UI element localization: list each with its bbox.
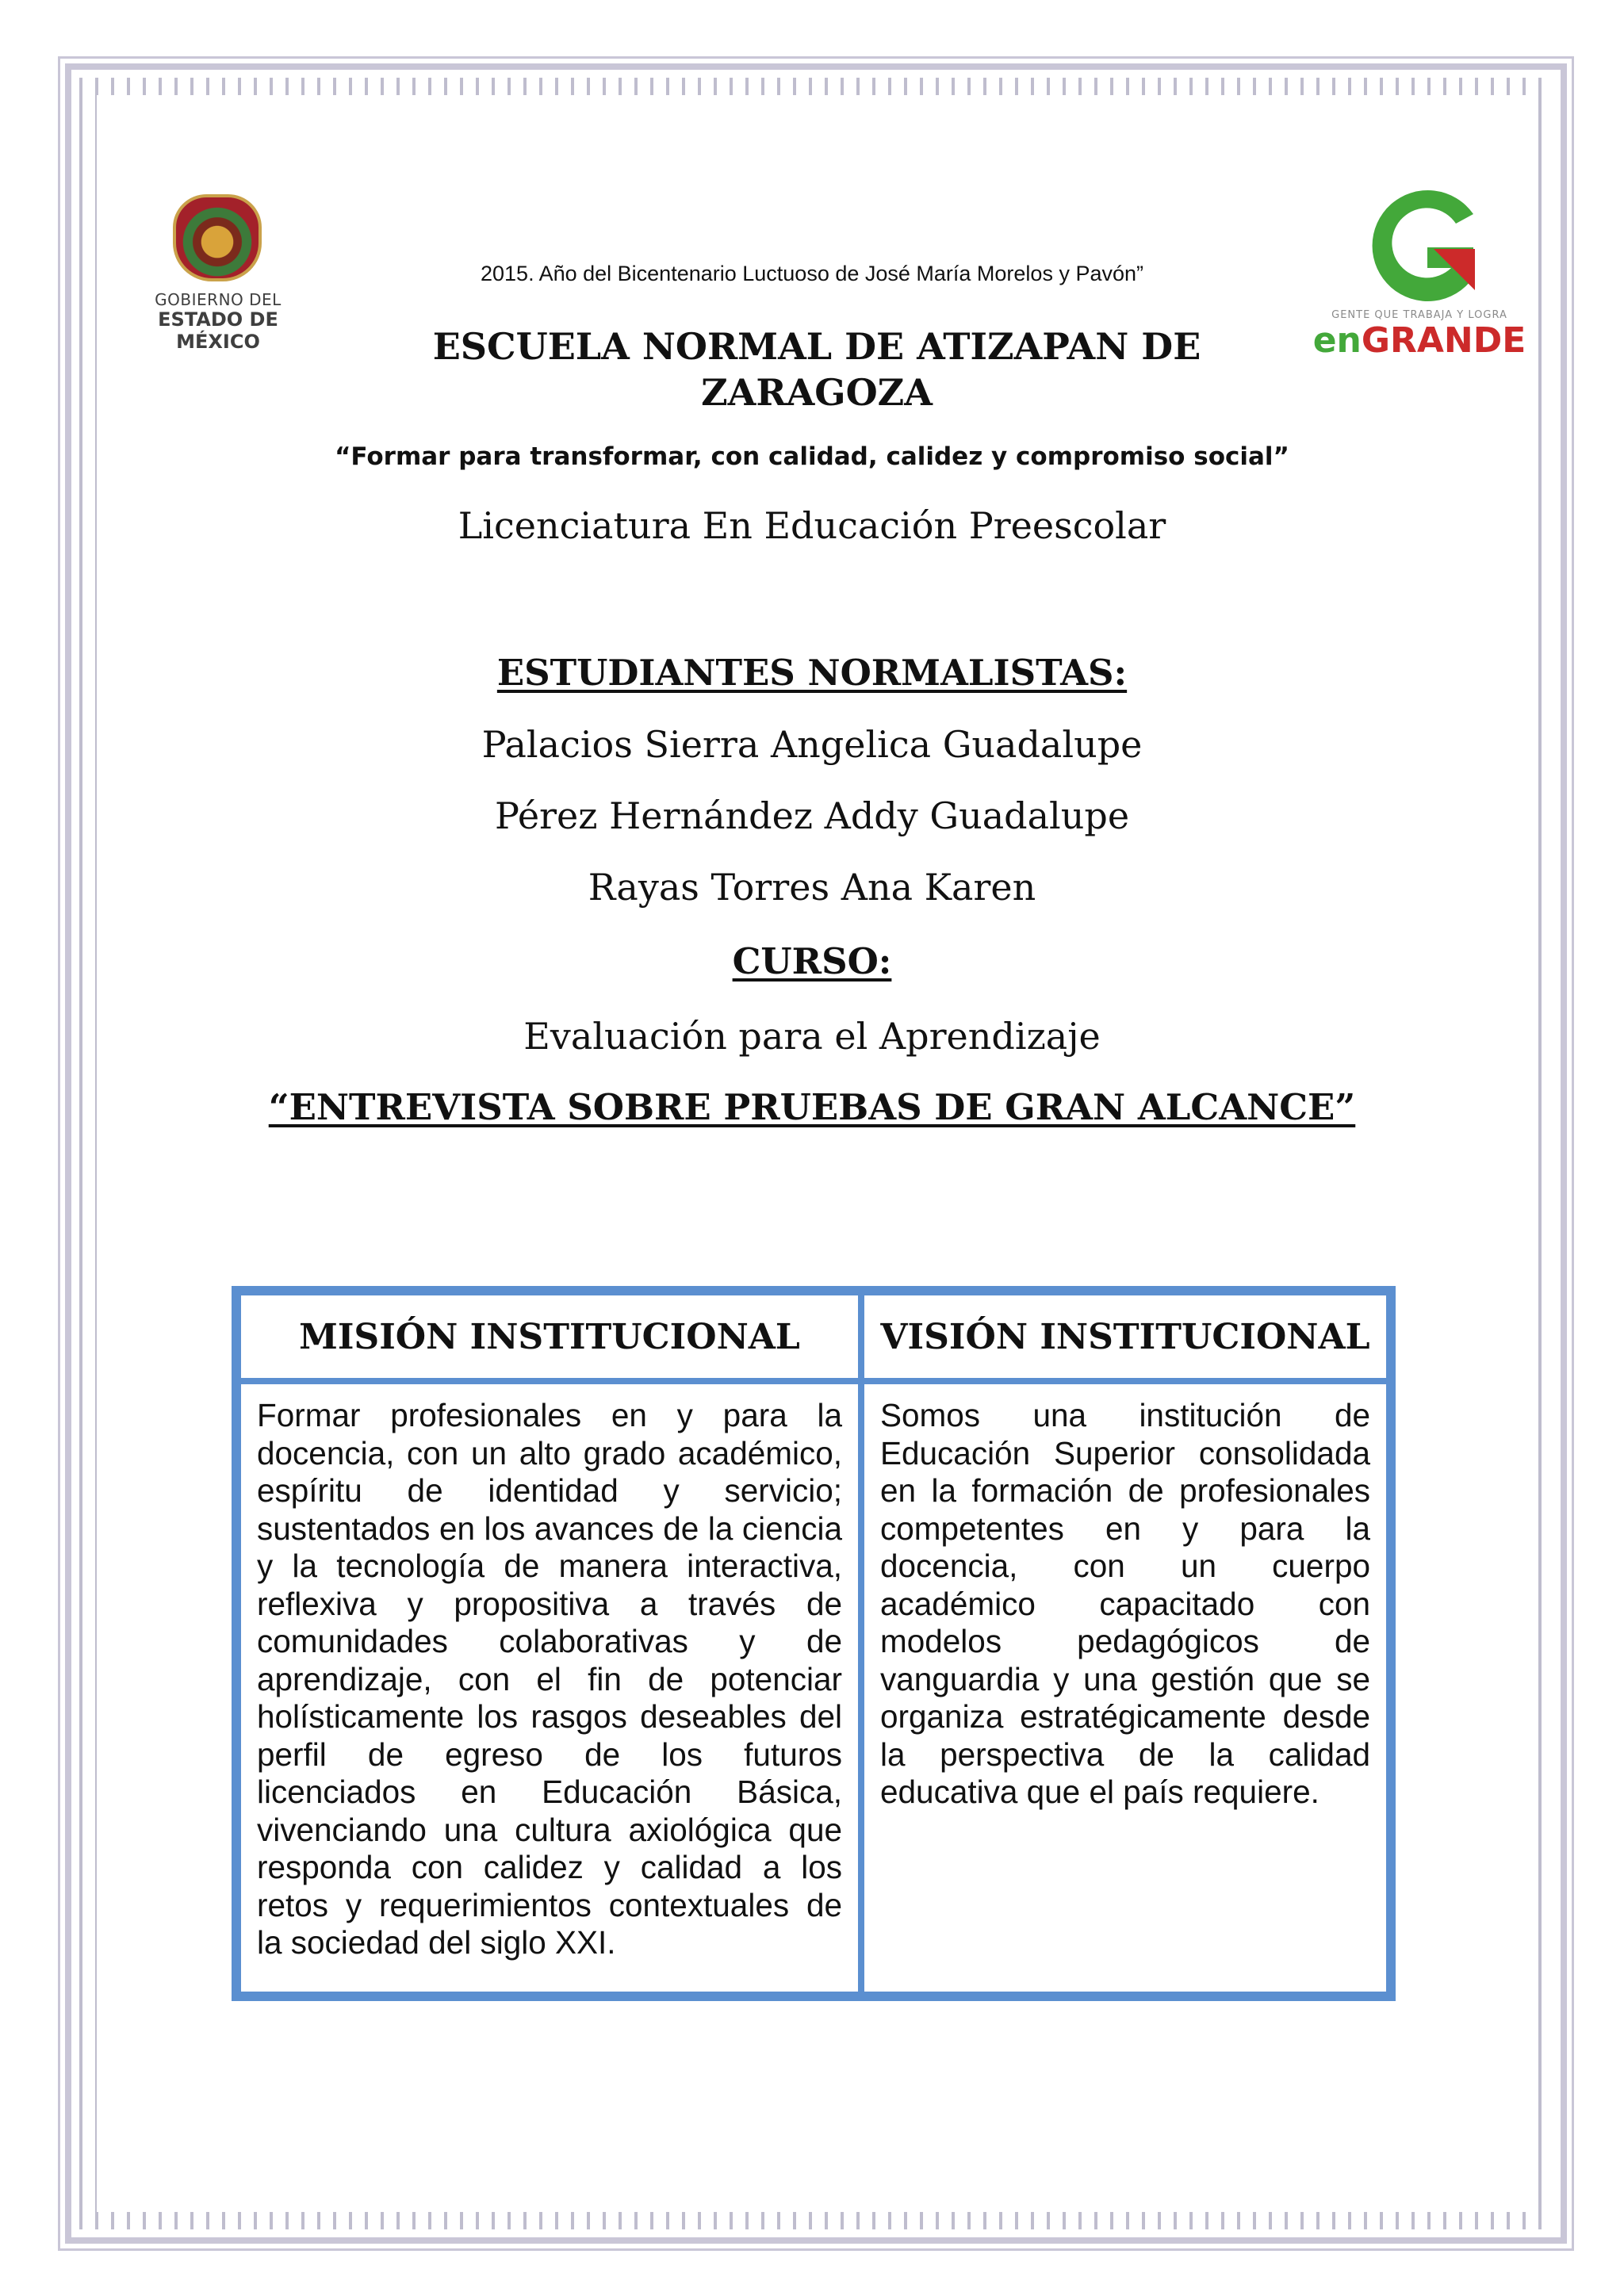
engrande-grande: GRANDE xyxy=(1361,320,1526,361)
student-name: Pérez Hernández Addy Guadalupe xyxy=(494,794,1130,837)
course-name: Evaluación para el Aprendizaje xyxy=(523,1015,1101,1058)
mission-text: Formar profesionales en y para la docencia, con un alto grado académico, espíritu de identidad y servicio; sustentados en los avances de la ciencia y la tecnología de manera interactiva, reflexiva y propositiva a través de comunidades colaborativas y de aprendizaje, con el fin de potenciar holísticamente los rasgos deseables del perfil de egreso de los futuros licenciados en Educación Básica, vivenciando una cultura axiológica que responda con calidez y calidad a los retos y requerimientos contextuales de la sociedad del siglo XXI. xyxy=(238,1381,861,1995)
student-name: Rayas Torres Ana Karen xyxy=(588,866,1036,909)
mission-heading: MISIÓN INSTITUCIONAL xyxy=(238,1292,861,1381)
gov-logo-line1: GOBIERNO DEL xyxy=(155,290,282,309)
g-letter-icon xyxy=(1354,182,1489,309)
engrande-tagline: GENTE QUE TRABAJA Y LOGRA xyxy=(1331,309,1507,321)
course-heading: CURSO: xyxy=(732,940,892,982)
engrande-wordmark xyxy=(1308,322,1530,360)
gov-logo-line2: ESTADO DE MÉXICO xyxy=(158,308,278,353)
school-slogan: “Formar para transformar, con calidad, calidez y compromiso social” xyxy=(335,442,1289,471)
table-header-row xyxy=(238,1292,1389,1381)
student-name: Palacios Sierra Angelica Guadalupe xyxy=(481,723,1143,766)
students-heading: ESTUDIANTES NORMALISTAS: xyxy=(496,652,1128,694)
engrande-en: en xyxy=(1312,320,1362,361)
school-name: ESCUELA NORMAL DE ATIZAPAN DE ZARAGOZA xyxy=(432,325,1201,414)
gov-logo-text xyxy=(119,291,317,353)
career-name: Licenciatura En Educación Preescolar xyxy=(458,504,1166,547)
vision-text: Somos una institución de Educación Superior consolidada en la formación de profesionales competentes en y para la docencia, con un cuerpo académico capacitado con modelos pedagógicos de vanguardia y una gestión que se organiza estratégicamente desde la perspectiva de la calidad educativa que el país requiere. xyxy=(861,1381,1389,1995)
year-motto: 2015. Año del Bicentenario Luctuoso de José María Morelos y Pavón” xyxy=(481,262,1143,285)
mission-vision-table xyxy=(232,1286,1396,2001)
document-topic: “ENTREVISTA SOBRE PRUEBAS DE GRAN ALCANCE” xyxy=(268,1086,1356,1128)
table-body-row xyxy=(238,1381,1389,1995)
vision-heading: VISIÓN INSTITUCIONAL xyxy=(861,1292,1389,1381)
